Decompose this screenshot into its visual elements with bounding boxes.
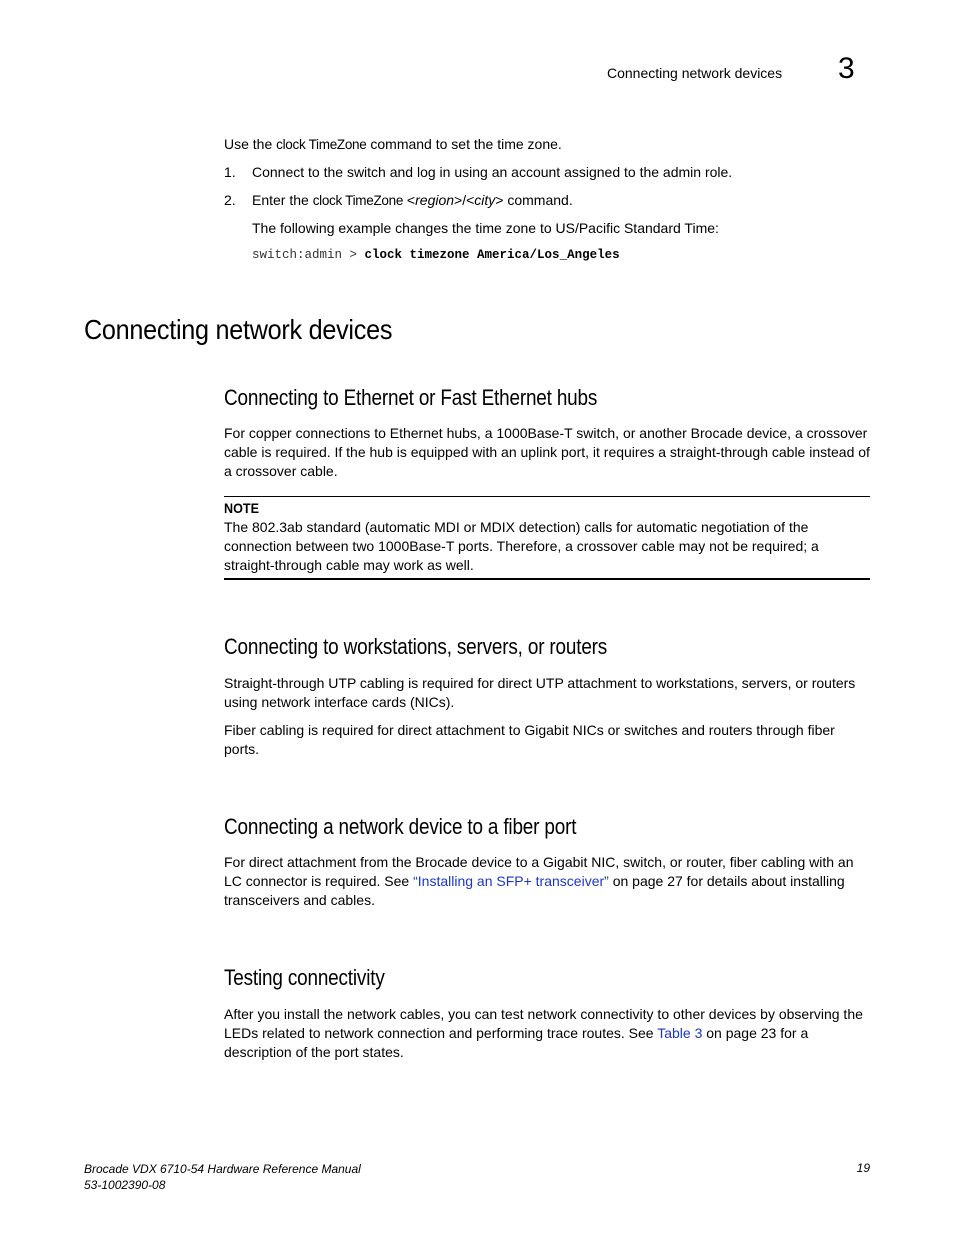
workstations-para-1: Straight-through UTP cabling is required for direct UTP attachment to workstations, servers, or routers using network interface cards (NICs). <box>224 675 856 710</box>
workstations-para-2: Fiber cabling is required for direct attachment to Gigabit NICs or switches and routers through fiber ports. <box>224 722 835 757</box>
command-name: clock TimeZone <box>276 137 367 152</box>
section-heading-workstations: Connecting to workstations, servers, or routers <box>224 634 608 659</box>
example-intro: The following example changes the time zone to US/Pacific Standard Time: <box>252 220 719 236</box>
sfp-transceiver-link[interactable]: “Installing an SFP+ transceiver” <box>413 873 609 889</box>
footer <box>84 1161 361 1193</box>
manual-title: Brocade VDX 6710-54 Hardware Reference Manual <box>84 1162 361 1176</box>
code-example <box>252 248 620 262</box>
main-heading: Connecting network devices <box>84 314 393 345</box>
note-box <box>224 496 870 580</box>
section-heading-fiber: Connecting a network device to a fiber port <box>224 814 577 839</box>
step-text: Enter the clock TimeZone <region>/<city> command. <box>252 192 573 208</box>
step-number: 2. <box>224 192 236 208</box>
step-text: Connect to the switch and log in using an account assigned to the admin role. <box>252 164 733 180</box>
section-heading-testing: Testing connectivity <box>224 965 385 990</box>
code-command: clock timezone America/Los_Angeles <box>364 248 620 262</box>
chapter-number: 3 <box>838 52 855 85</box>
hubs-body: For copper connections to Ethernet hubs, a 1000Base-T switch, or another Brocade device, a crossover cable is required. If the hub is equipped with an uplink port, it requires a straight-through cable instead of a crossover cable. <box>224 425 870 479</box>
doc-number: 53-1002390-08 <box>84 1178 166 1192</box>
section-heading-hubs: Connecting to Ethernet or Fast Ethernet hubs <box>224 385 598 410</box>
page-number: 19 <box>856 1161 870 1175</box>
fiber-body: For direct attachment from the Brocade device to a Gigabit NIC, switch, or router, fiber cabling with an LC connector is required. See “Installing an SFP+ transceiver” on page 27 for details about installing transceivers and cables. <box>224 854 854 908</box>
running-header-title: Connecting network devices <box>607 65 783 81</box>
testing-body: After you install the network cables, you can test network connectivity to other devices by observing the LEDs related to network connection and performing trace routes. See Table 3 on page 23 for a description of the port states. <box>224 1006 863 1060</box>
command-name: clock TimeZone <box>312 193 404 208</box>
note-text: The 802.3ab standard (automatic MDI or MDIX detection) calls for automatic negotiation of the connection between two 1000Base-T ports. Therefore, a crossover cable may not be required; a straight-through cable may work as well. <box>224 519 819 573</box>
step-number: 1. <box>224 164 236 180</box>
timezone-intro: Use the clock TimeZone command to set the time zone. <box>224 136 562 152</box>
code-prompt: switch:admin > <box>252 248 365 262</box>
note-label: NOTE <box>224 500 260 516</box>
table-3-link[interactable]: Table 3 <box>657 1025 703 1041</box>
